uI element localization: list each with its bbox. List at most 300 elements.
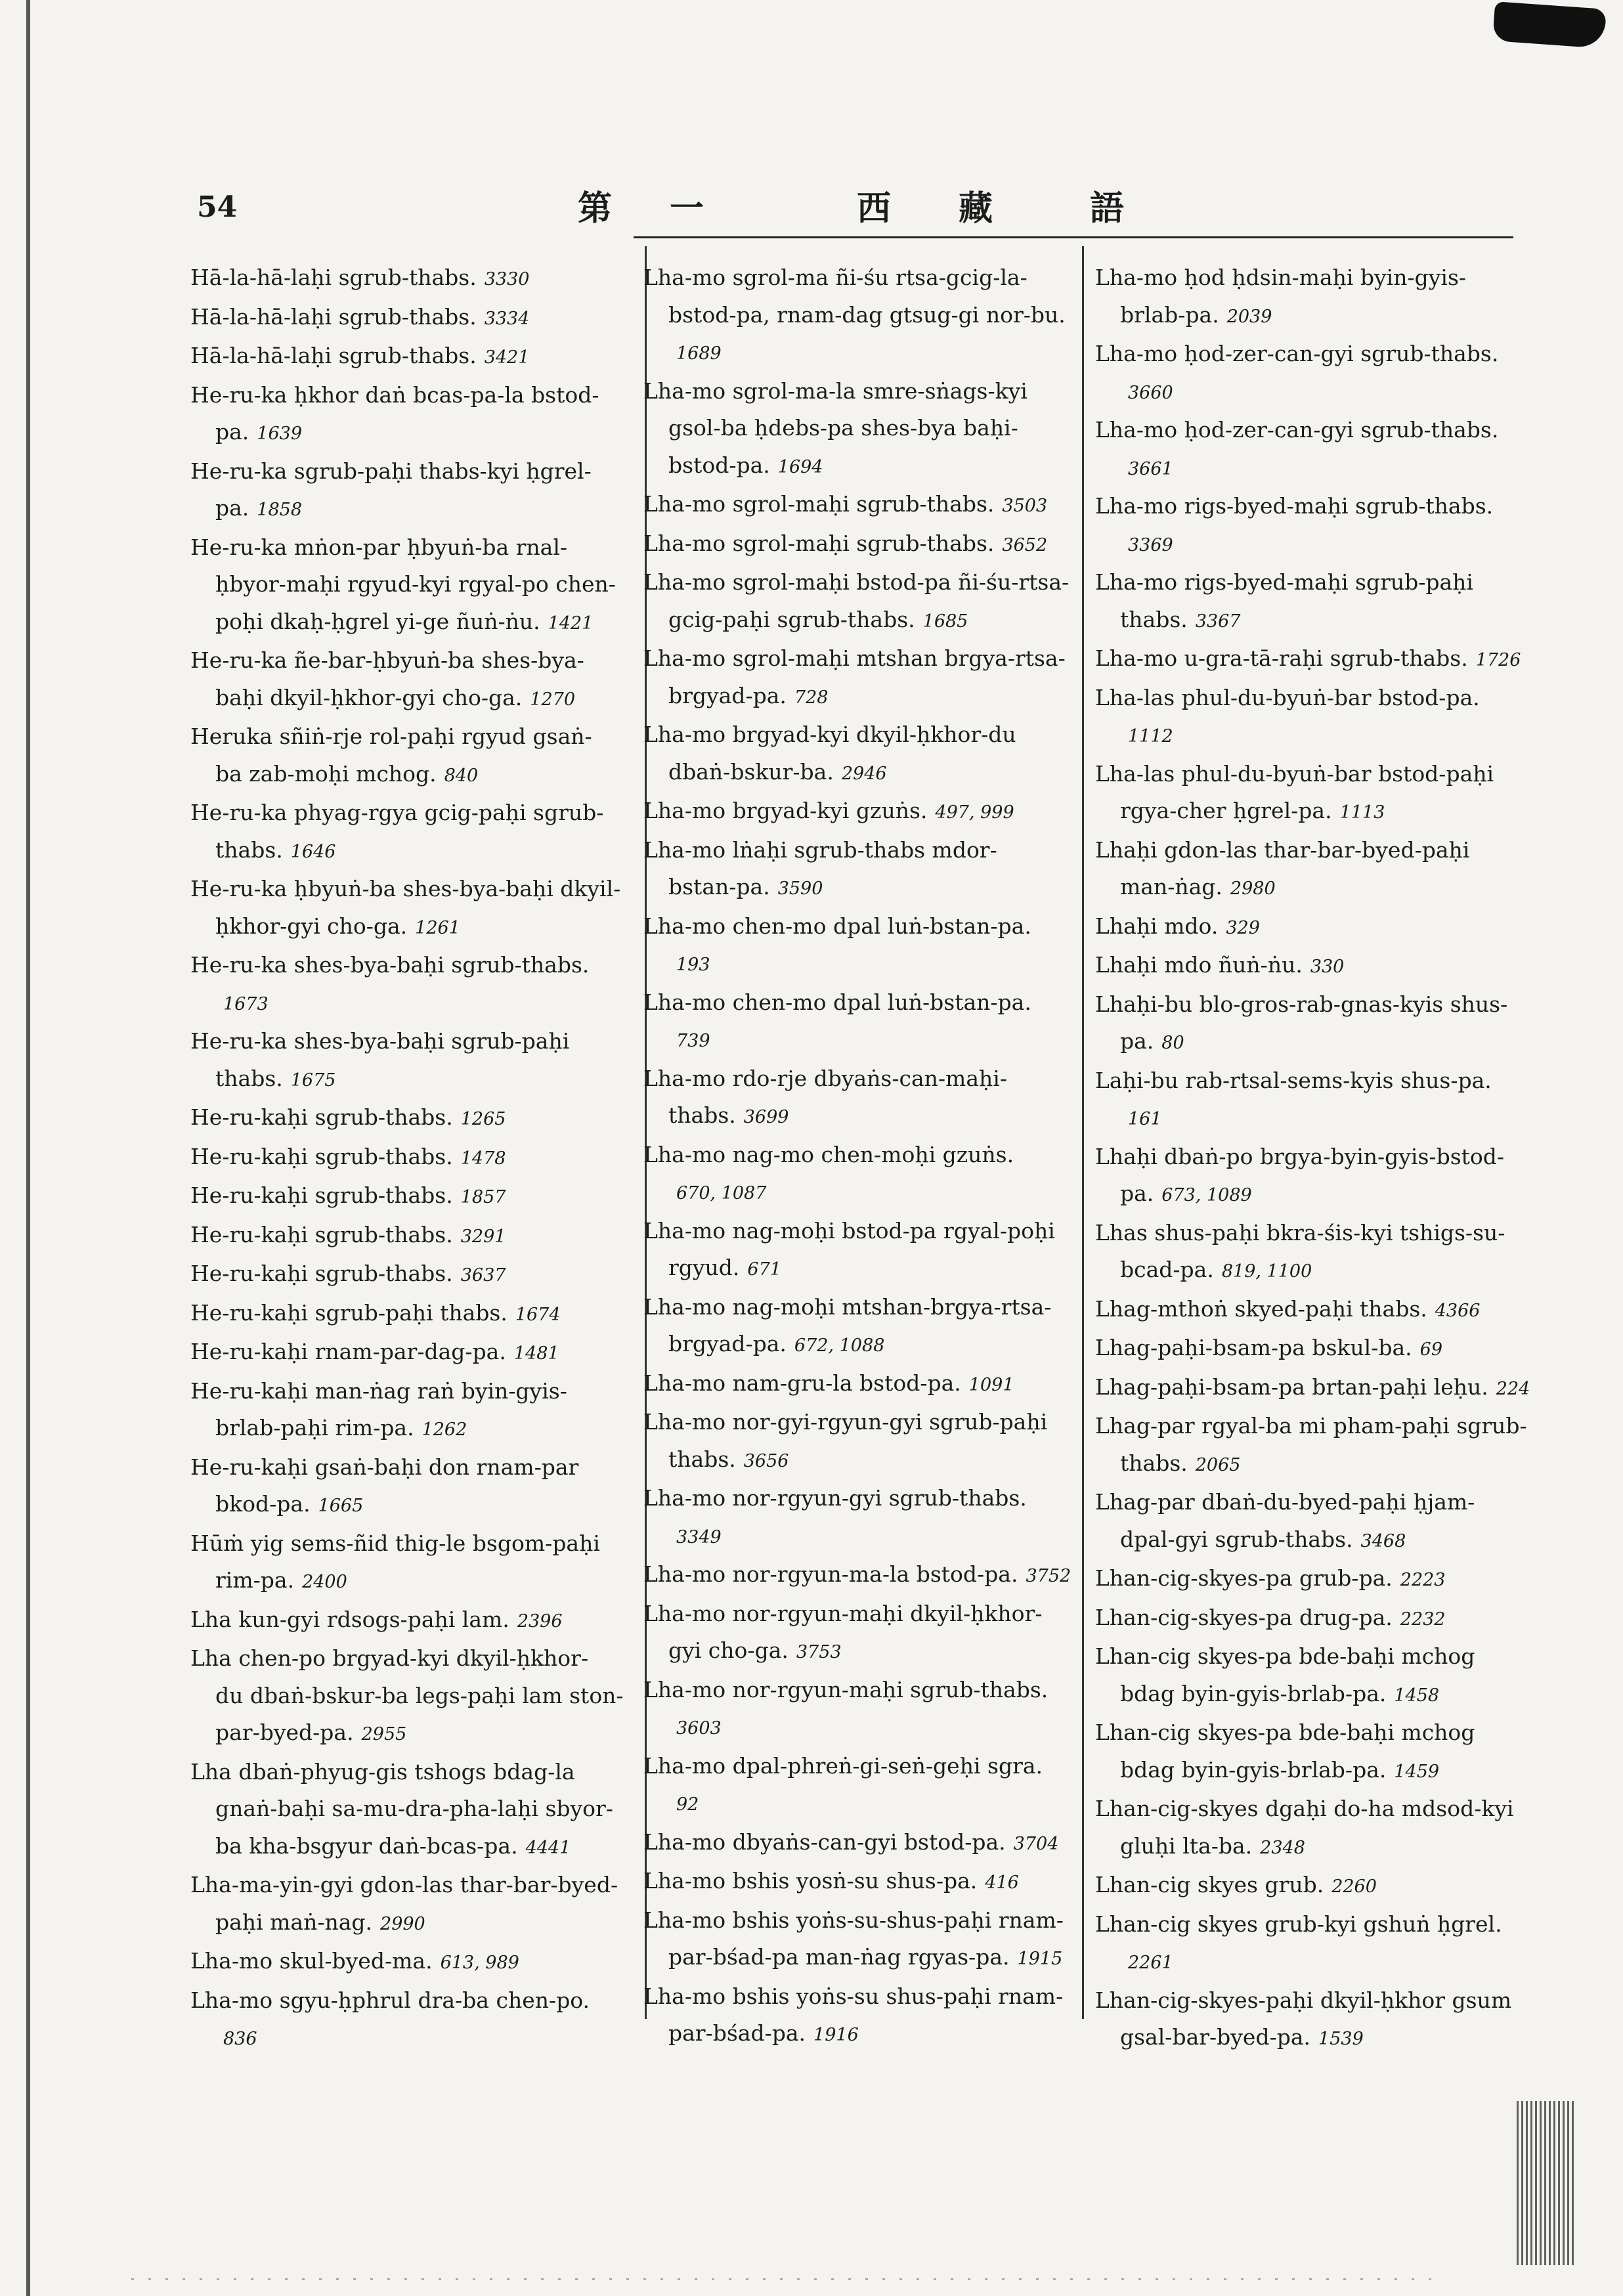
index-entry [190, 1754, 630, 1867]
entry-line [1095, 449, 1522, 488]
entry-line [190, 680, 630, 719]
entry-line [643, 373, 1077, 410]
ink-blot-top [1492, 1, 1607, 49]
entry-title-text: Lha-mo sgrol-maḥi sgrub-thabs. [643, 530, 995, 556]
entry-title-text: Lha-mo sgrol-ma-la smre-sṅags-kyi [643, 378, 1028, 404]
entry-title-text: Lha chen-po brgyad-kyi dkyil-ḥkhor- [190, 1645, 589, 1671]
entry-line [190, 756, 630, 795]
entry-reference-number: 819, 1100 [1221, 1261, 1312, 1282]
header-rule [634, 236, 1513, 238]
entry-line [1095, 1752, 1522, 1791]
entry-line [190, 1982, 630, 2020]
entry-title-text: He-ru-ka sgrub-paḥi thabs-kyi ḥgrel- [190, 458, 592, 484]
entry-line [1095, 373, 1522, 412]
index-entry [1095, 908, 1522, 947]
entry-reference-number: 3334 [484, 308, 530, 329]
index-entry [190, 1023, 630, 1099]
entry-title-text: baḥi dkyil-ḥkhor-gyi cho-ga. [215, 684, 523, 710]
entry-line [190, 1754, 630, 1791]
entry-title-text: Lhan-cig skyes grub-kyi gshuṅ ḥgrel. [1095, 1911, 1502, 1937]
entry-line [190, 259, 630, 299]
entry-line [643, 486, 1077, 525]
entry-title-text: Lha-las phul-du-byuṅ-bar bstod-paḥi [1095, 760, 1494, 787]
entry-line [190, 1138, 630, 1178]
entry-line [643, 1517, 1077, 1557]
entry-reference-number: 3503 [1002, 496, 1048, 516]
index-entry [190, 1138, 630, 1178]
scan-edge [26, 0, 30, 2296]
entry-reference-number: 4441 [525, 1837, 571, 1858]
entry-line [643, 945, 1077, 984]
index-entry [643, 525, 1077, 565]
index-entry [1095, 1408, 1527, 1484]
entry-reference-number: 2232 [1400, 1609, 1446, 1630]
entry-reference-number: 497, 999 [935, 802, 1014, 823]
entry-reference-number: 1858 [257, 500, 303, 520]
header-char-1: 第 [578, 188, 615, 228]
index-entry [643, 640, 1077, 716]
entry-line [1095, 1828, 1522, 1867]
entry-title-text: Laḥi-bu rab-rtsal-sems-kyis shus-pa. [1095, 1067, 1492, 1093]
index-entry [190, 1099, 630, 1138]
entry-reference-number: 3661 [1128, 458, 1173, 479]
entry-reference-number: 3421 [484, 347, 530, 368]
entry-reference-number: 2348 [1260, 1837, 1305, 1858]
index-entry [1095, 1330, 1522, 1369]
entry-title-text: Lhan-cig skyes-pa bde-baḥi mchog [1095, 1720, 1475, 1745]
index-entry [190, 947, 630, 1023]
entry-line [190, 1486, 630, 1525]
entry-title-text: Lhaḥi dbaṅ-po brgya-byin-gyis-bstod- [1095, 1143, 1505, 1169]
index-entry [1095, 1714, 1522, 1790]
entry-line [1095, 1638, 1522, 1676]
entry-title-text: Lhaḥi-bu blo-gros-rab-gnas-kyis shus- [1095, 991, 1508, 1017]
entry-line [190, 414, 630, 453]
entry-line [643, 1289, 1077, 1326]
entry-line [1095, 601, 1522, 641]
entry-line [643, 1939, 1077, 1978]
entry-title-text: He-ru-kaḥi sgrub-thabs. [190, 1143, 453, 1169]
entry-reference-number: 2946 [841, 763, 887, 784]
entry-reference-number: 1646 [290, 841, 336, 862]
entry-reference-number: 1726 [1475, 650, 1521, 670]
index-entry [190, 1217, 630, 1256]
entry-title-text: pa. [1120, 1028, 1154, 1054]
entry-title-text: Lha-mo sgyu-ḥphrul dra-ba chen-po. [190, 1987, 590, 2013]
entry-line [1095, 336, 1522, 373]
entry-title-text: Lha dbaṅ-phyug-gis tshogs bdag-la [190, 1758, 575, 1785]
entry-line [643, 1978, 1077, 2016]
entry-line [643, 1173, 1077, 1213]
entry-title-text: Lha-mo nag-moḥi bstod-pa rgyal-poḥi [643, 1217, 1055, 1244]
entry-title-text: brgyad-pa. [668, 1331, 787, 1356]
entry-title-text: Lha-mo rigs-byed-maḥi sgrub-paḥi [1095, 569, 1473, 595]
entry-line [643, 1708, 1077, 1748]
entry-title-text: Lha-mo brgyad-kyi dkyil-ḥkhor-du [643, 722, 1016, 747]
entry-line [643, 1785, 1077, 1824]
entry-title-text: Lhas shus-paḥi bkra-śis-kyi tshigs-su- [1095, 1219, 1505, 1245]
entry-reference-number: 672, 1088 [794, 1335, 885, 1356]
entry-reference-number: 1261 [415, 917, 460, 938]
entry-title-text: bkod-pa. [215, 1491, 311, 1517]
entry-line [643, 1404, 1077, 1441]
entry-reference-number: 2980 [1230, 878, 1276, 899]
entry-line [643, 1097, 1077, 1137]
entry-line [1095, 2019, 1522, 2058]
index-entry [1095, 832, 1522, 908]
entry-line [643, 410, 1077, 447]
entry-title-text: He-ru-kaḥi gsaṅ-baḥi don rnam-par [190, 1454, 579, 1480]
entry-line [1095, 1714, 1522, 1752]
entry-title-text: thabs. [668, 1102, 736, 1128]
page-number: 54 [197, 190, 238, 224]
entry-line [1095, 259, 1522, 297]
index-entry [643, 1902, 1077, 1978]
entry-title-text: Lha-mo sgrol-maḥi mtshan brgya-rtsa- [643, 645, 1066, 671]
entry-reference-number: 840 [444, 765, 479, 786]
entry-line [190, 1373, 630, 1410]
entry-line [190, 947, 630, 984]
entry-title-text: rgyud. [668, 1255, 740, 1280]
entry-line [643, 447, 1077, 487]
entry-reference-number: 3349 [676, 1527, 722, 1548]
entry-title-text: gcig-paḥi sgrub-thabs. [668, 606, 915, 632]
entry-line [643, 1595, 1077, 1633]
entry-title-text: man-ṅag. [1120, 874, 1223, 899]
entry-title-text: Lha-mo nor-rgyun-maḥi sgrub-thabs. [643, 1676, 1049, 1702]
index-entry [190, 794, 630, 871]
entry-line [190, 529, 630, 567]
entry-title-text: Lha-mo nor-gyi-rgyun-gyi sgrub-paḥi [643, 1409, 1048, 1435]
entry-line [1095, 1175, 1522, 1215]
entry-line [643, 1441, 1077, 1481]
entry-title-text: Lhan-cig-skyes-paḥi dkyil-ḥkhor gsum [1095, 1987, 1512, 2013]
entry-reference-number: 2990 [380, 1913, 425, 1934]
entry-line [1095, 1867, 1522, 1906]
index-entry [1095, 1867, 1522, 1906]
entry-reference-number: 2396 [517, 1611, 563, 1632]
entry-reference-number: 1481 [513, 1343, 559, 1364]
entry-line [643, 2015, 1077, 2054]
entry-title-text: Hūṁ yig sems-ñid thig-le bsgom-paḥi [190, 1530, 600, 1556]
entry-reference-number: 1091 [968, 1374, 1014, 1395]
entry-reference-number: 836 [223, 2029, 257, 2049]
entry-title-text: Lhan-cig-skyes-pa grub-pa. [1095, 1565, 1393, 1591]
entry-reference-number: 671 [747, 1259, 781, 1280]
entry-reference-number: 92 [676, 1794, 699, 1815]
entry-reference-number: 3367 [1195, 611, 1241, 632]
entry-reference-number: 1665 [318, 1496, 364, 1516]
entry-title-text: Lhaḥi gdon-las thar-bar-byed-paḥi [1095, 836, 1470, 863]
index-entry [1095, 986, 1522, 1062]
entry-line [643, 1326, 1077, 1365]
entry-reference-number: 3660 [1128, 382, 1173, 403]
entry-line [643, 1021, 1077, 1060]
entry-title-text: Lha-mo chen-mo dpal luṅ-bstan-pa. [643, 989, 1031, 1015]
entry-line [643, 259, 1077, 297]
entry-reference-number: 1689 [676, 343, 722, 364]
entry-reference-number: 670, 1087 [676, 1183, 767, 1203]
entry-title-text: gsal-bar-byed-pa. [1120, 2024, 1311, 2050]
index-entry [1095, 488, 1522, 564]
index-entry [643, 486, 1077, 525]
entry-reference-number: 1916 [813, 2025, 859, 2045]
index-column-2 [643, 259, 1077, 2054]
entry-line [190, 908, 630, 947]
entry-line [643, 1213, 1077, 1250]
entry-line [643, 754, 1077, 793]
entry-title-text: thabs. [1120, 1450, 1188, 1476]
entry-line [190, 490, 630, 529]
index-entry [643, 259, 1077, 373]
entry-line [643, 1480, 1077, 1517]
entry-line [1095, 1062, 1522, 1100]
index-entry [1095, 1638, 1522, 1714]
entry-line [190, 1099, 630, 1138]
entry-title-text: Lha-mo skul-byed-ma. [190, 1948, 433, 1974]
entry-title-text: Lhag-par dbaṅ-du-byed-paḥi ḥjam- [1095, 1489, 1475, 1515]
entry-reference-number: 3603 [676, 1718, 722, 1739]
entry-line [1095, 947, 1522, 986]
index-entry [1095, 1062, 1522, 1138]
entry-reference-number: 2065 [1195, 1454, 1241, 1475]
index-entry [643, 792, 1077, 832]
entry-line [643, 832, 1077, 869]
entry-title-text: He-ru-ka ñe-bar-ḥbyuṅ-ba shes-bya- [190, 647, 584, 673]
entry-reference-number: 1265 [460, 1109, 506, 1129]
entry-line [190, 871, 630, 908]
header-char-5: 語 [1090, 188, 1127, 228]
entry-title-text: Lha kun-gyi rdsogs-paḥi lam. [190, 1606, 509, 1632]
entry-title-text: dbaṅ-bskur-ba. [668, 758, 834, 785]
entry-line [1095, 1023, 1522, 1062]
entry-title-text: Lha-mo nor-rgyun-ma-la bstod-pa. [643, 1561, 1018, 1587]
index-entry [643, 1672, 1077, 1748]
entry-title-text: thabs. [215, 1065, 283, 1091]
index-entry [643, 1404, 1077, 1480]
entry-title-text: He-ru-ka ḥbyuṅ-ba shes-bya-baḥi dkyil- [190, 876, 621, 901]
entry-line [190, 1525, 630, 1563]
entry-title-text: Lha-mo bshis yoṅs-su-shus-paḥi rnam- [643, 1907, 1064, 1933]
entry-reference-number: 1685 [922, 611, 968, 632]
index-entry [643, 373, 1077, 487]
index-entry [643, 1556, 1077, 1595]
entry-line [190, 1023, 630, 1060]
entry-line [643, 678, 1077, 717]
entry-line [1095, 297, 1522, 336]
entry-reference-number: 3652 [1002, 534, 1048, 555]
entry-reference-number: 416 [985, 1873, 1019, 1893]
entry-line [643, 1902, 1077, 1939]
entry-line [190, 642, 630, 680]
entry-reference-number: 1915 [1017, 1949, 1063, 1969]
entry-line [643, 601, 1077, 641]
index-entry [190, 259, 630, 299]
entry-reference-number: 2223 [1400, 1570, 1446, 1590]
entry-reference-number: 1539 [1318, 2029, 1364, 2049]
entry-line [190, 566, 630, 603]
index-entry [1095, 1138, 1522, 1215]
entry-reference-number: 3752 [1026, 1566, 1071, 1586]
entry-line [190, 1790, 630, 1828]
entry-reference-number: 3291 [460, 1226, 506, 1247]
index-entry [643, 1595, 1077, 1672]
entry-line [1095, 680, 1522, 717]
entry-title-text: He-ru-ka shes-bya-baḥi sgrub-thabs. [190, 952, 590, 978]
entry-reference-number: 3704 [1013, 1833, 1059, 1854]
index-entry [1095, 1599, 1522, 1639]
entry-line [1095, 716, 1522, 756]
index-entry [1095, 1790, 1522, 1867]
entry-title-text: Heruka sñiṅ-rje rol-paḥi rgyud gsaṅ- [190, 724, 592, 749]
entry-title-text: dpal-gyi sgrub-thabs. [1120, 1526, 1353, 1552]
entry-line [643, 297, 1077, 334]
entry-reference-number: 1857 [460, 1187, 506, 1207]
entry-line [1095, 1790, 1522, 1828]
index-entry [190, 1333, 630, 1373]
entry-title-text: brlab-paḥi rim-pa. [215, 1415, 414, 1440]
index-entry [643, 984, 1077, 1060]
entry-line [643, 1632, 1077, 1672]
entry-reference-number: 1262 [422, 1419, 467, 1440]
header-char-3: 西 [857, 188, 894, 228]
index-entry [190, 529, 630, 643]
entry-reference-number: 1112 [1128, 726, 1173, 747]
entry-title-text: Lha-mo nag-mo chen-moḥi gzuṅs. [643, 1141, 1014, 1167]
entry-title-text: Lha-mo rigs-byed-maḥi sgrub-thabs. [1095, 493, 1494, 519]
entry-reference-number: 3590 [777, 878, 823, 899]
entry-reference-number: 2039 [1226, 306, 1272, 327]
entry-reference-number: 4366 [1435, 1300, 1481, 1321]
entry-reference-number: 1639 [257, 423, 303, 444]
index-entry [190, 337, 630, 377]
entry-reference-number: 1694 [777, 456, 823, 477]
entry-reference-number: 3369 [1128, 534, 1173, 555]
entry-reference-number: 2955 [361, 1724, 407, 1744]
entry-line [1095, 525, 1522, 565]
index-entry [1095, 564, 1522, 640]
entry-title-text: brlab-pa. [1120, 301, 1219, 328]
entry-line [1095, 832, 1522, 869]
index-entry [1095, 680, 1522, 756]
header-char-4: 藏 [959, 188, 996, 228]
entry-line [1095, 1982, 1522, 2020]
entry-line [1095, 488, 1522, 525]
entry-title-text: gnaṅ-baḥi sa-mu-dra-pha-laḥi sbyor- [215, 1796, 613, 1821]
entry-line [190, 1295, 630, 1334]
entry-line [190, 1060, 630, 1100]
entry-title-text: Lhan-cig skyes grub. [1095, 1872, 1324, 1897]
index-entry [643, 1748, 1077, 1824]
entry-title-text: Hā-la-hā-laḥi sgrub-thabs. [190, 343, 477, 368]
entry-line [1095, 908, 1522, 947]
entry-reference-number: 193 [676, 955, 710, 975]
entry-line [190, 1449, 630, 1486]
ink-blot-bottom [1517, 2101, 1576, 2265]
index-entry [1095, 756, 1522, 832]
entry-reference-number: 3753 [796, 1642, 842, 1662]
entry-line [1095, 1138, 1522, 1176]
entry-title-text: He-ru-ka ḥkhor daṅ bcas-pa-la bstod- [190, 381, 599, 408]
entry-title-text: Lhan-cig-skyes dgaḥi do-ha mdsod-kyi [1095, 1796, 1514, 1821]
entry-line [190, 1177, 630, 1217]
index-entry [190, 1525, 630, 1601]
entry-reference-number: 1673 [223, 993, 269, 1014]
entry-reference-number: 1459 [1394, 1761, 1440, 1782]
entry-line [1095, 1445, 1522, 1484]
index-entry [1095, 640, 1522, 680]
index-entry [643, 1137, 1077, 1213]
index-entry [190, 1449, 630, 1525]
entry-line [1095, 1251, 1522, 1291]
entry-line [1095, 564, 1522, 601]
index-entry [190, 718, 630, 794]
entry-title-text: ḥkhor-gyi cho-ga. [215, 913, 408, 939]
entry-title-text: poḥi dkaḥ-ḥgrel yi-ge ñuṅ-ṅu. [215, 608, 540, 634]
index-entry [190, 1601, 630, 1641]
index-entry [1095, 259, 1522, 336]
entry-line [1095, 1291, 1522, 1330]
entry-title-text: pa. [215, 419, 249, 444]
entry-line [190, 1714, 630, 1754]
entry-line [190, 2019, 630, 2058]
entry-line [1095, 1484, 1522, 1521]
entry-title-text: Lha-mo brgyad-kyi gzuṅs. [643, 798, 928, 823]
entry-title-text: Lha-mo bshis yosṅ-su shus-pa. [643, 1868, 978, 1894]
entry-title-text: He-ru-kaḥi sgrub-thabs. [190, 1104, 453, 1130]
entry-title-text: thabs. [1120, 606, 1188, 632]
entry-line [643, 640, 1077, 678]
entry-reference-number: 1674 [515, 1304, 561, 1325]
entry-title-text: ba zab-moḥi mchog. [215, 760, 437, 787]
entry-line [190, 1678, 630, 1715]
entry-line [643, 1863, 1077, 1902]
entry-line [1095, 869, 1522, 908]
entry-line [1095, 640, 1522, 680]
entry-reference-number: 728 [794, 687, 829, 708]
entry-reference-number: 2260 [1331, 1876, 1377, 1897]
entry-title-text: par-bśad-pa. [668, 2020, 806, 2046]
entry-title-text: du dbaṅ-bskur-ba legs-paḥi lam ston- [215, 1682, 624, 1708]
entry-reference-number: 2400 [302, 1572, 347, 1592]
entry-line [190, 337, 630, 377]
entry-line [1095, 1330, 1522, 1369]
entry-line [643, 1748, 1077, 1785]
entry-line [1095, 1408, 1527, 1445]
entry-title-text: par-byed-pa. [215, 1720, 354, 1745]
index-column-3 [1095, 259, 1530, 2058]
entry-line [643, 1249, 1077, 1289]
entry-title-text: Lha-mo chen-mo dpal luṅ-bstan-pa. [643, 913, 1031, 939]
entry-title-text: Lha-ma-yin-gyi gdon-las thar-bar-byed- [190, 1872, 618, 1897]
entry-line [643, 984, 1077, 1022]
entry-title-text: He-ru-ka mṅon-par ḥbyuṅ-ba rnal- [190, 534, 568, 560]
entry-title-text: thabs. [215, 836, 283, 863]
index-entry [190, 1295, 630, 1334]
entry-title-text: rgya-cher ḥgrel-pa. [1120, 798, 1332, 823]
bottom-dots [131, 2278, 1444, 2280]
entry-title-text: Lha-mo lṅaḥi sgrub-thabs mdor- [643, 836, 997, 863]
entry-line [190, 1904, 630, 1943]
entry-line [643, 564, 1077, 601]
index-entry [190, 1373, 630, 1449]
entry-reference-number: 1458 [1394, 1685, 1440, 1706]
index-entry [643, 1365, 1077, 1404]
entry-title-text: He-ru-kaḥi sgrub-thabs. [190, 1182, 453, 1208]
index-entry [643, 1863, 1077, 1902]
entry-title-text: He-ru-kaḥi rnam-par-dag-pa. [190, 1339, 506, 1364]
entry-line [1095, 1521, 1522, 1561]
